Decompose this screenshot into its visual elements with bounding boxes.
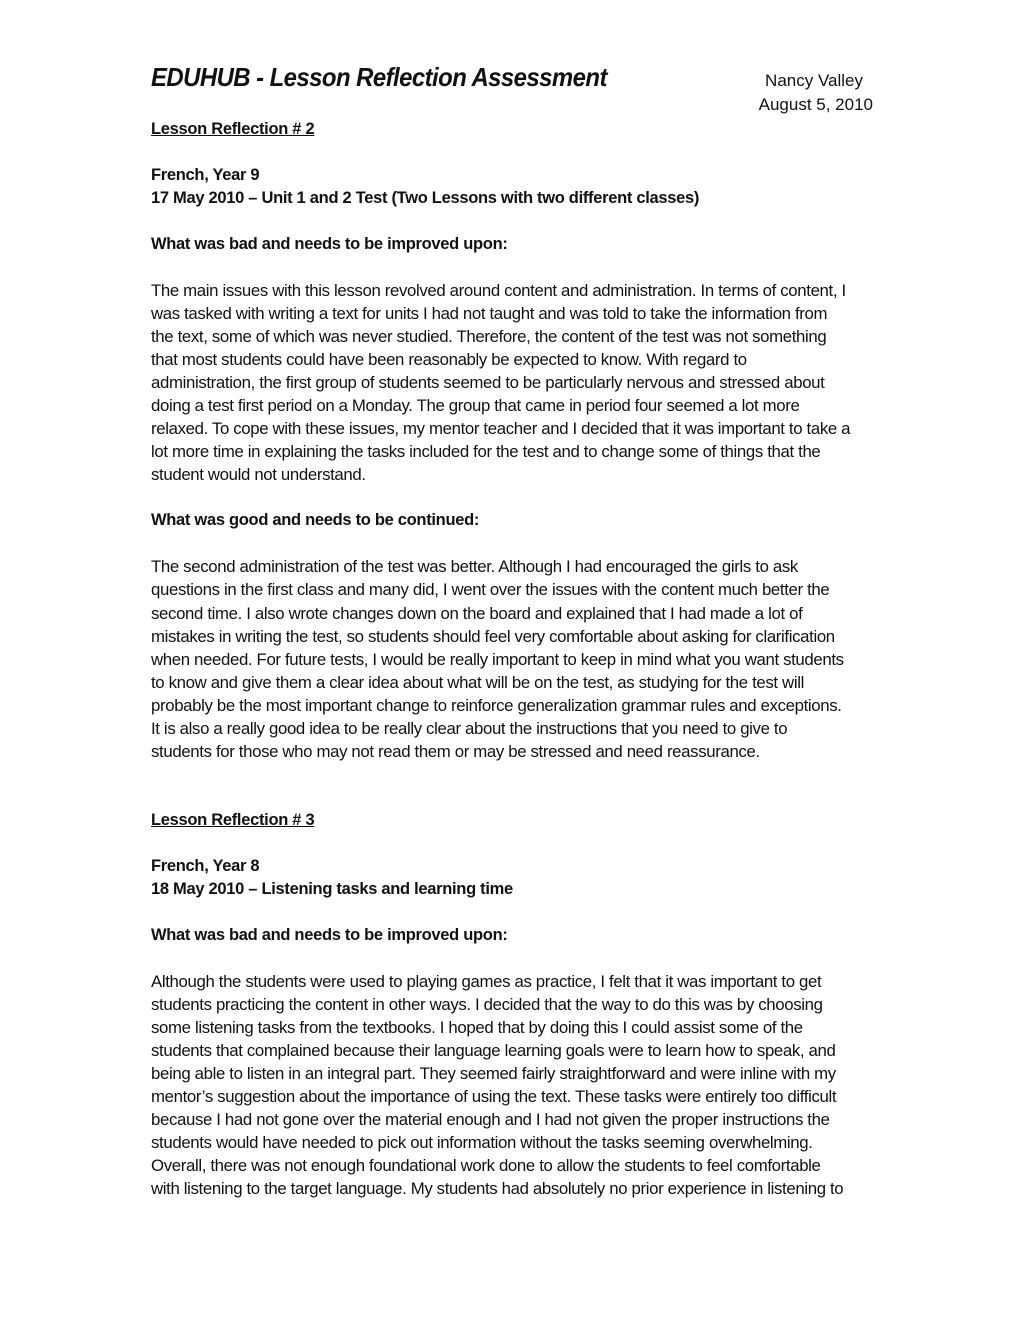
- paragraph-line: students for those who may not read them or may be stressed and need reassurance.: [151, 741, 760, 761]
- class-line: French, Year 9: [151, 166, 260, 184]
- paragraph-line: doing a test first period on a Monday. The group that came in period four seemed a lot more: [151, 396, 800, 416]
- document-page: [151, 62, 873, 1200]
- author-name: Nancy Valley: [765, 71, 863, 90]
- bad-heading: What was bad and needs to be improved upon:: [151, 235, 508, 253]
- bad-paragraph: [151, 970, 873, 1200]
- paragraph-line: because I had not gone over the material enough and I had not given the proper instructions the: [151, 1110, 830, 1130]
- lesson-reflection-2: [151, 118, 873, 763]
- paragraph-line: to know and give them a clear idea about what will be on the test, as studying for the test will: [151, 672, 804, 692]
- paragraph-line: Overall, there was not enough foundational work done to allow the students to feel comfortable: [151, 1156, 821, 1176]
- paragraph-line: second time. I also wrote changes down on the board and explained that I had made a lot of: [151, 603, 803, 623]
- paragraph-line: was tasked with writing a text for units I had not taught and was told to take the information from: [151, 304, 828, 324]
- paragraph-line: mentor’s suggestion about the importance of using the text. These tasks were entirely too difficult: [151, 1087, 837, 1107]
- section-heading: Lesson Reflection # 3: [151, 810, 315, 829]
- bad-heading: What was bad and needs to be improved upon:: [151, 925, 508, 944]
- paragraph-line: the text, some of which was never studied. Therefore, the content of the test was not something: [151, 327, 827, 347]
- paragraph-line: mistakes in writing the test, so students should feel very comfortable about asking for clarification: [151, 626, 835, 646]
- paragraph-line: relaxed. To cope with these issues, my mentor teacher and I decided that it was important to take a: [151, 419, 851, 439]
- paragraph-line: students that complained because their language learning goals were to learn how to speak, and: [151, 1040, 836, 1060]
- paragraph-line: probably be the most important change to reinforce generalization grammar rules and exceptions.: [151, 695, 842, 715]
- document-title: EDUHUB - Lesson Reflection Assessment: [151, 62, 607, 92]
- lesson-reflection-3: [151, 809, 873, 1200]
- bad-paragraph: [151, 279, 873, 486]
- paragraph-line: Although the students were used to playing games as practice, I felt that it was important to get: [151, 971, 822, 991]
- class-line: French, Year 8: [151, 856, 260, 875]
- paragraph-line: when needed. For future tests, I would be really important to keep in mind what you want students: [151, 649, 844, 669]
- paragraph-line: students practicing the content in other ways. I decided that the way to do this was by choosing: [151, 994, 823, 1014]
- document-header: [151, 62, 873, 118]
- paragraph-line: with listening to the target language. My students had absolutely no prior experience in listening to: [151, 1179, 844, 1199]
- paragraph-line: It is also a really good idea to be really clear about the instructions that you need to give to: [151, 718, 788, 738]
- paragraph-line: students would have needed to pick out information without the tasks seeming overwhelming.: [151, 1133, 813, 1153]
- paragraph-line: student would not understand.: [151, 465, 366, 485]
- paragraph-line: administration, the first group of students seemed to be particularly nervous and stressed about: [151, 373, 825, 393]
- paragraph-line: being able to listen in an integral part. They seemed fairly straightforward and were inline with my: [151, 1064, 836, 1084]
- paragraph-line: questions in the first class and many did, I went over the issues with the content much better the: [151, 580, 830, 600]
- paragraph-line: some listening tasks from the textbooks. I hoped that by doing this I could assist some of the: [151, 1017, 803, 1037]
- document-date: August 5, 2010: [758, 95, 873, 114]
- section-heading: Lesson Reflection # 2: [151, 120, 315, 138]
- good-paragraph: [151, 555, 873, 762]
- lesson-date-line: 17 May 2010 – Unit 1 and 2 Test (Two Lessons with two different classes): [151, 189, 700, 207]
- paragraph-line: that most students could have been reasonably be expected to know. With regard to: [151, 350, 747, 370]
- paragraph-line: lot more time in explaining the tasks included for the test and to change some of things that the: [151, 442, 821, 462]
- paragraph-line: The second administration of the test was better. Although I had encouraged the girls to ask: [151, 557, 798, 577]
- paragraph-line: The main issues with this lesson revolved around content and administration. In terms of content, I: [151, 281, 846, 300]
- lesson-date-line: 18 May 2010 – Listening tasks and learning time: [151, 879, 513, 898]
- good-heading: What was good and needs to be continued:: [151, 511, 480, 530]
